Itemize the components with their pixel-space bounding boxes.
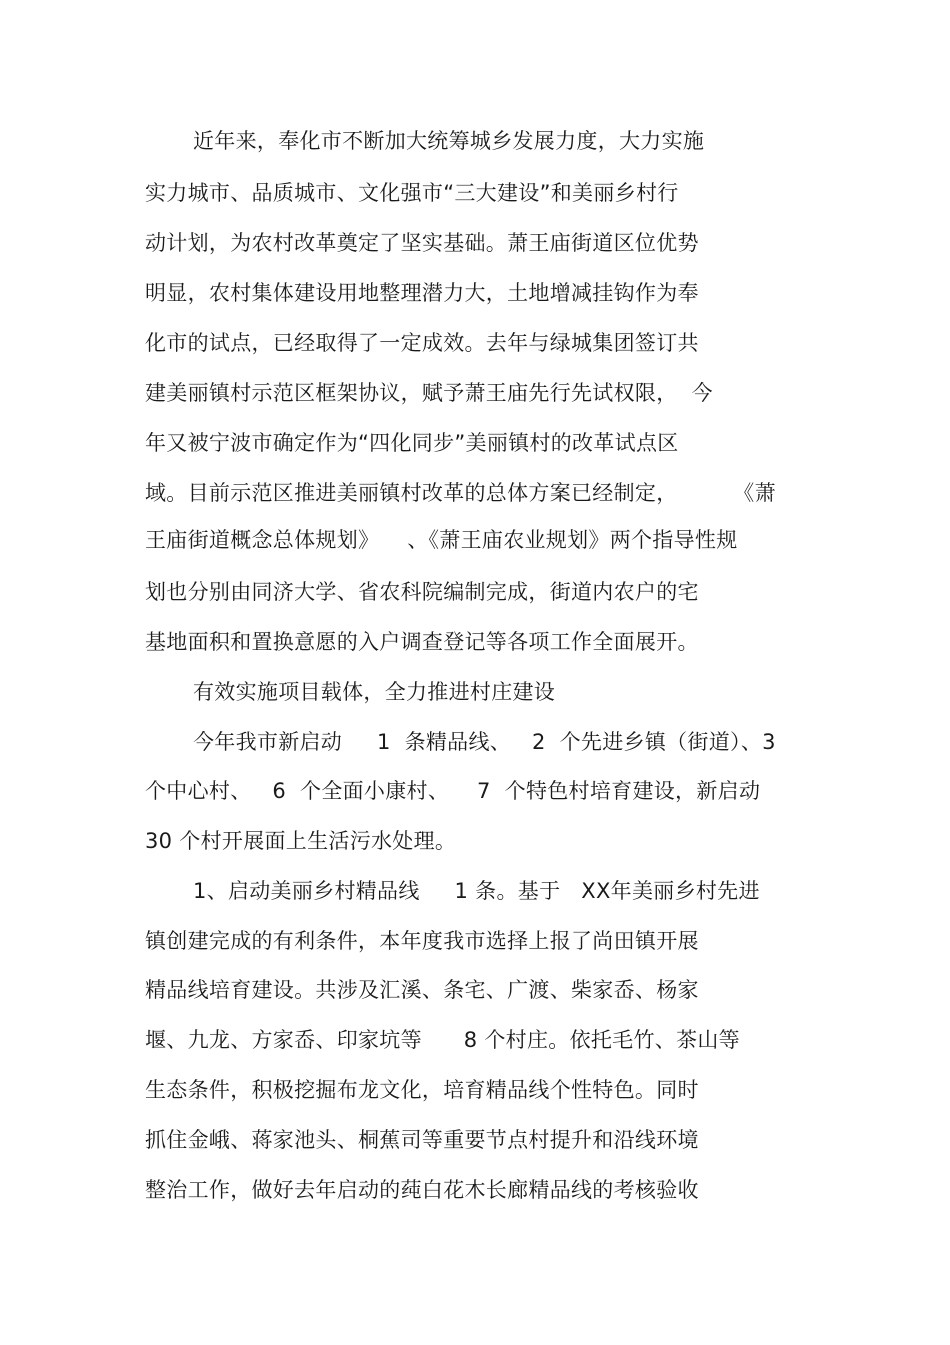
text-line: 划也分别由同济大学、省农科院编制完成，街道内农户的宅 [145, 580, 699, 604]
text-line: 域。目前示范区推进美丽镇村改革的总体方案已经制定， 《萧 [145, 481, 776, 505]
text-line: 堰、九龙、方家岙、印家坑等 8 个村庄。依托毛竹、茶山等 [145, 1028, 740, 1052]
text-line: 整治工作，做好去年启动的莼白花木长廊精品线的考核验收 [145, 1178, 699, 1202]
text-line: 明显，农村集体建设用地整理潜力大，土地增减挂钩作为奉 [145, 281, 699, 305]
text-line: 1、启动美丽乡村精品线 1 条。基于 XX年美丽乡村先进 [193, 879, 760, 903]
text-line: 年又被宁波市确定作为“四化同步”美丽镇村的改革试点区 [145, 431, 679, 455]
text-line: 今年我市新启动 1 条精品线、 2 个先进乡镇（街道）、3 [193, 730, 776, 754]
text-line: 动计划，为农村改革奠定了坚实基础。萧王庙街道区位优势 [145, 231, 699, 255]
text-line: 30 个村开展面上生活污水处理。 [145, 829, 457, 853]
text-line: 实力城市、品质城市、文化强市“三大建设”和美丽乡村行 [145, 181, 679, 205]
text-line: 个中心村、 6 个全面小康村、 7 个特色村培育建设，新启动 [145, 779, 761, 803]
text-line: 精品线培育建设。共涉及汇溪、条宅、广渡、柴家岙、杨家 [145, 978, 699, 1002]
text-line: 化市的试点，已经取得了一定成效。去年与绿城集团签订共 [145, 331, 699, 355]
text-line: 生态条件，积极挖掘布龙文化，培育精品线个性特色。同时 [145, 1078, 699, 1102]
text-line: 建美丽镇村示范区框架协议，赋予萧王庙先行先试权限， 今 [145, 381, 713, 405]
section-heading: 有效实施项目载体，全力推进村庄建设 [193, 680, 556, 704]
text-line: 王庙街道概念总体规划》 、《萧王庙农业规划》两个指导性规 [145, 528, 738, 552]
text-line: 近年来，奉化市不断加大统筹城乡发展力度，大力实施 [193, 129, 705, 153]
text-line: 抓住金峨、蒋家池头、桐蕉司等重要节点村提升和沿线环境 [145, 1128, 699, 1152]
text-line: 基地面积和置换意愿的入户调查登记等各项工作全面展开。 [145, 630, 699, 654]
text-line: 镇创建完成的有利条件，本年度我市选择上报了尚田镇开展 [145, 929, 699, 953]
